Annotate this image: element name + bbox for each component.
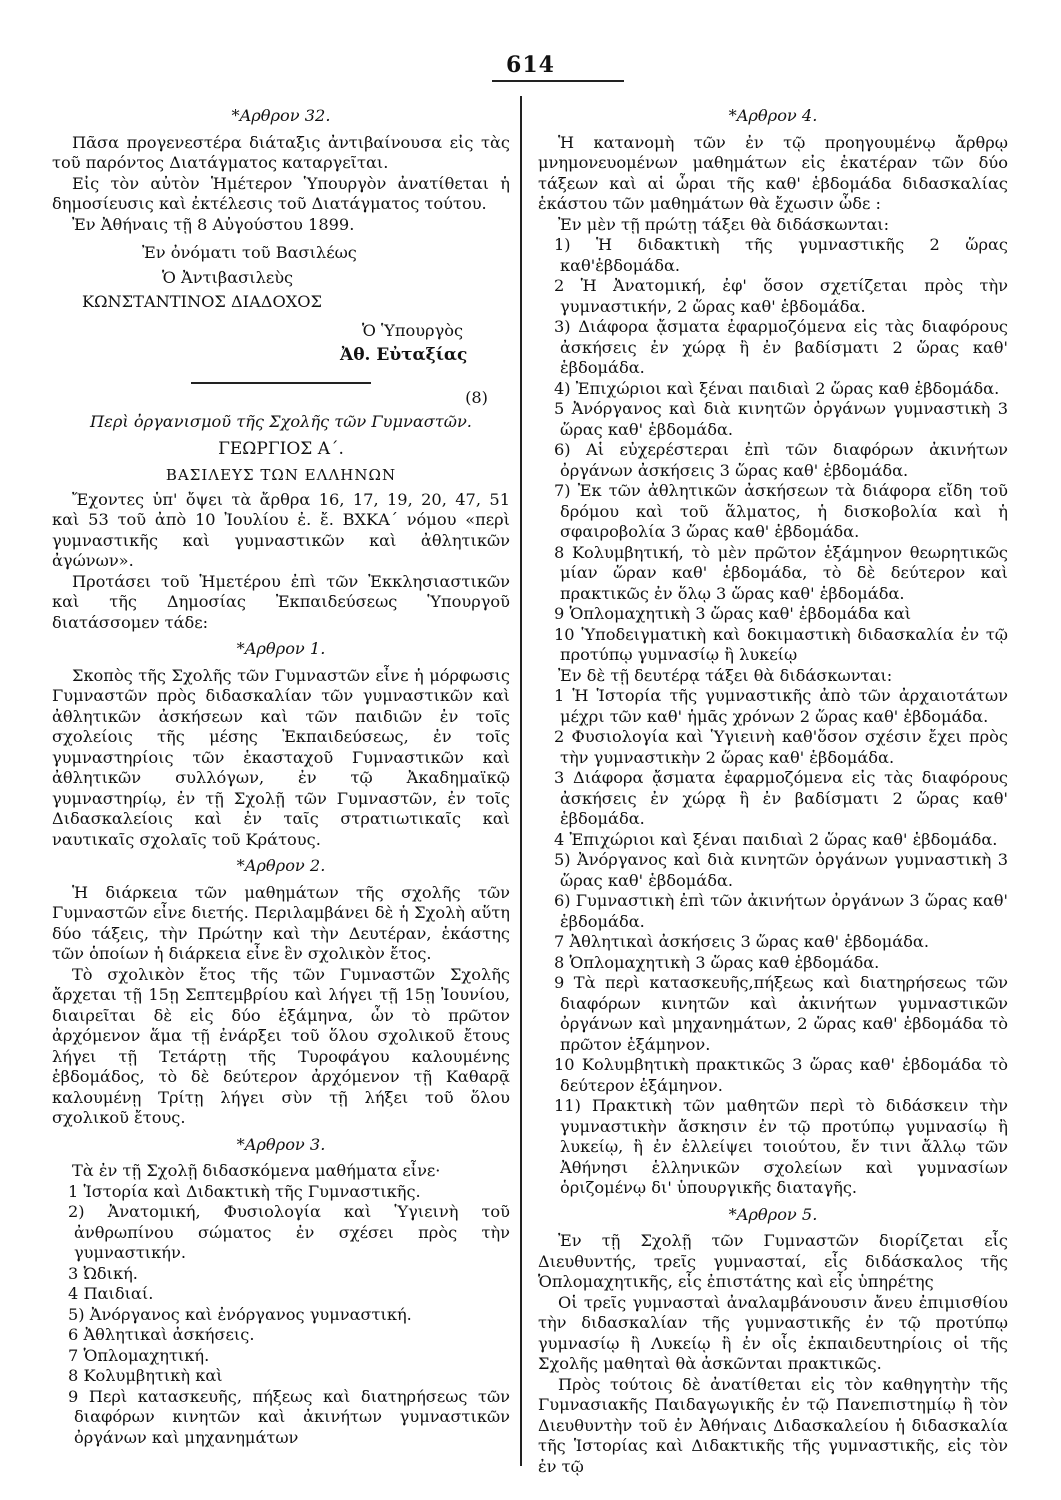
article-3-item-1: 1 Ἱστορία καὶ Διδακτικὴ τῆς Γυμναστικῆς.: [68, 1181, 421, 1201]
article-2-title: *Αρθρον 2.: [236, 856, 326, 875]
second-class-item-6: 6) Γυμναστικὴ ἐπὶ τῶν ἀκινήτων ὀργάνων 3 ὥρας καθ' ἑβδομάδα.: [554, 891, 1008, 931]
page-number: 614: [506, 52, 555, 78]
article-4-title: *Αρθρον 4.: [728, 106, 818, 125]
article-5-paragraph-1: Ἐν τῇ Σχολῇ τῶν Γυμναστῶν διορίζεται εἷς Διευθυντής, τρεῖς γυμνασταί, εἷς διδάσκαλος τῆς Ὁπλομαχητικῆς, εἷς ἐπιστάτης καὶ εἷς ὑπηρέτης: [538, 1231, 1008, 1291]
article-3-item-4: 4 Παιδιαί.: [68, 1284, 154, 1303]
article-1-paragraph: Σκοπὸς τῆς Σχολῆς τῶν Γυμναστῶν εἶνε ἡ μόρφωσις Γυμναστῶν πρὸς διδασκαλίαν τῶν γυμναστικῶν καὶ ἀθλητικῶν ἀσκήσεων καὶ τῶν παιδιῶν ἐν τοῖς σχολείοις τῆς μέσης Ἐκπαιδεύσεως, ἐν τοῖς γυμναστηρίοις τῶν ἑκασταχοῦ Γυμναστικῶν καὶ ἀθλητικῶν συλλόγων, ἐν τῷ Ἀκαδημαϊκῷ γυμναστηρίῳ, ἐν τῇ Σχολῇ τῶν Γυμναστῶν, ἐν τοῖς Διδασκαλείοις καὶ ἐν ταῖς στρατιωτικαῖς καὶ ναυτικαῖς σχολαῖς τοῦ Κράτους.: [52, 665, 510, 849]
signature-line-1: Ἐν ὀνόματι τοῦ Βασιλέως: [142, 243, 357, 262]
first-class-item-5: 5 Ἀνόργανος καὶ διὰ κινητῶν ὀργάνων γυμναστικὴ 3 ὥρας καθ' ἑβδομάδα.: [554, 399, 1008, 439]
article-3-item-6: 6 Ἀθλητικαὶ ἀσκήσεις.: [68, 1325, 255, 1344]
first-class-item-1: 1) Ἡ διδακτικὴ τῆς γυμναστικῆς 2 ὥρας καθ'ἑβδομάδα.: [554, 235, 1008, 275]
decree-heading: Περὶ ὀργανισμοῦ τῆς Σχολῆς τῶν Γυμναστῶν.: [90, 412, 472, 431]
second-class-item-1: 1 Ἡ Ἱστορία τῆς γυμναστικῆς ἀπὸ τῶν ἀρχαιοτάτων μέχρι τῶν καθ' ἡμᾶς χρόνων 2 ὥρας καθ' ἑβδομάδα.: [554, 686, 1008, 726]
article-3-item-5: 5) Ἀνόργανος καὶ ἐνόργανος γυμναστική.: [68, 1304, 412, 1324]
first-class-item-8: 8 Κολυμβητική, τὸ μὲν πρῶτον ἑξάμηνον θεωρητικῶς μίαν ὥραν καθ' ἑβδομάδα, τὸ δὲ δεύτερον καὶ πρακτικῶς ἐν ὅλῳ 3 ὥρας καθ' ἑβδομάδα.: [554, 542, 1008, 603]
first-class-item-7: 7) Ἐκ τῶν ἀθλητικῶν ἀσκήσεων τὰ διάφορα εἴδη τοῦ δρόμου καὶ τοῦ ἅλματος, ἡ δισκοβολία καὶ ἡ σφαιροβολία 3 ὥρας καθ' ἑβδομάδα.: [554, 481, 1008, 541]
left-column: [52, 100, 510, 1448]
first-class-item-10: 10 Ὑποδειγματικὴ καὶ δοκιμαστικὴ διδασκαλία ἐν τῷ προτύπῳ γυμνασίῳ ἢ λυκείῳ: [554, 624, 1008, 664]
second-class-item-2: 2 Φυσιολογία καὶ Ὑγιεινὴ καθ'ὅσον σχέσιν ἔχει πρὸς τὴν γυμναστικὴν 2 ὥρας καθ' ἑβδομάδα.: [554, 727, 1008, 767]
article-5-paragraph-2: Οἱ τρεῖς γυμνασταὶ ἀναλαμβάνουσιν ἄνευ ἐπιμισθίου τὴν διδασκαλίαν τῆς γυμναστικῆς ἐν τῷ προτύπῳ γυμνασίῳ ἢ Λυκείῳ ἢ ἐν οἷς ἐκπαιδευτηρίοις οἱ τῆς Σχολῆς μαθηταὶ θὰ ἀσκῶνται πρακτικῶς.: [538, 1292, 1008, 1373]
first-class-intro: Ἐν μὲν τῇ πρώτῃ τάξει θὰ διδάσκωνται:: [558, 214, 890, 234]
second-class-item-5: 5) Ἀνόργανος καὶ διὰ κινητῶν ὀργάνων γυμναστικὴ 3 ὥρας καθ' ἑβδομάδα.: [554, 850, 1008, 890]
king-name: ΓΕΩΡΓΙΟΣ Α΄.: [218, 438, 344, 459]
header-rule: [492, 80, 624, 82]
minister-title: Ὁ Ὑπουργὸς: [362, 320, 464, 340]
second-class-item-10: 10 Κολυμβητικὴ πρακτικῶς 3 ὥρας καθ' ἑβδομάδα τὸ δεύτερον ἑξάμηνον.: [554, 1055, 1008, 1095]
article-3-item-9: 9 Περὶ κατασκευῆς, πήξεως καὶ διατηρήσεως τῶν διαφόρων κινητῶν καὶ ἀκινήτων γυμναστικῶν ὀργάνων καὶ μηχανημάτων: [68, 1386, 510, 1447]
first-class-item-3: 3) Διάφορα ᾄσματα ἐφαρμοζόμενα εἰς τὰς διαφόρους ἀσκήσεις ἐν χώρᾳ ἢ ἐν βαδίσματι 2 ὥρας καθ' ἑβδομάδα.: [554, 317, 1008, 377]
second-class-item-9: 9 Τὰ περὶ κατασκευῆς,πήξεως καὶ διατηρήσεως τῶν διαφόρων κινητῶν καὶ ἀκινήτων γυμναστικῶν ὀργάνων καὶ μηχανημάτων, 2 ὥρας καθ' ἑβδομάδα τὸ πρῶτον ἑξάμηνον.: [554, 973, 1008, 1054]
column-divider: [520, 96, 522, 1466]
article-4-paragraph: Ἡ κατανομὴ τῶν ἐν τῷ προηγουμένῳ ἄρθρῳ μνημονευομένων μαθημάτων εἰς ἑκατέραν τῶν δύο τάξεων καὶ αἱ ὧραι τῆς καθ' ἑβδομάδα διδασκαλίας ἑκάστου τῶν μαθημάτων θὰ ἔχωσιν ὧδε :: [538, 132, 1008, 213]
second-class-intro: Ἐν δὲ τῇ δευτέρᾳ τάξει θὰ διδάσκωνται:: [558, 665, 893, 685]
article-3-title: *Αρθρον 3.: [236, 1134, 326, 1154]
king-title: ΒΑΣΙΛΕΥΣ ΤΩΝ ΕΛΛΗΝΩΝ: [165, 466, 397, 484]
right-column: [538, 100, 1008, 1477]
article-3-item-8: 8 Κολυμβητικὴ καὶ: [68, 1366, 223, 1385]
article-3-item-3: 3 Ὠδική.: [68, 1263, 138, 1283]
second-class-item-8: 8 Ὁπλομαχητικὴ 3 ὥρας καθ ἑβδομάδα.: [554, 952, 880, 972]
first-class-item-6: 6) Αἱ εὐχερέστεραι ἐπὶ τῶν διαφόρων ἀκινήτων ὀργάνων ἀσκήσεις 3 ὥρας καθ' ἑβδομάδα.: [554, 440, 1008, 480]
signature-line-3: ΚΩΝΣΤΑΝΤΙΝΟΣ ΔΙΑΔΟΧΟΣ: [82, 292, 322, 311]
article-3-item-2: 2) Ἀνατομική, Φυσιολογία καὶ Ὑγιεινὴ τοῦ ἀνθρωπίνου σώματος ἐν σχέσει πρὸς τὴν γυμναστικήν.: [68, 1202, 510, 1262]
article-2-paragraph-2: Τὸ σχολικὸν ἔτος τῆς τῶν Γυμναστῶν Σχολῆς ἄρχεται τῇ 15ῃ Σεπτεμβρίου καὶ λήγει τῇ 15ῃ Ἰουνίου, διαιρεῖται δὲ εἰς δύο ἑξάμηνα, ὧν τὸ πρῶτον ἀρχόμενον ἅμα τῇ ἐνάρξει τοῦ ὅλου σχολικοῦ ἔτους λήγει τῇ Τετάρτῃ τῆς Τυροφάγου καλουμένης ἑβδομάδος, τὸ δὲ δεύτερον ἀρχόμενον τῇ Καθαρᾷ καλουμένῃ Τρίτῃ λήγει σὺν τῇ λήξει τοῦ ὅλου σχολικοῦ ἔτους.: [52, 964, 510, 1127]
first-class-item-2: 2 Ἡ Ἀνατομική, ἐφ' ὅσον σχετίζεται πρὸς τὴν γυμναστικήν, 2 ὥρας καθ' ἑβδομάδα.: [554, 276, 1008, 316]
article-3-intro: Τὰ ἐν τῇ Σχολῇ διδασκόμενα μαθήματα εἶνε·: [72, 1161, 441, 1180]
second-class-item-3: 3 Διάφορα ᾄσματα ἐφαρμοζόμενα εἰς τὰς διαφόρους ἀσκήσεις ἐν χώρᾳ ἢ ἐν βαδίσματι 2 ὥρας καθ' ἑβδομάδα.: [554, 768, 1008, 828]
place-date: Ἐν Ἀθήναις τῇ 8 Αὐγούστου 1899.: [72, 214, 355, 234]
article-1-title: *Αρθρον 1.: [236, 639, 326, 658]
preamble-1: Ἔχοντες ὑπ' ὄψει τὰ ἄρθρα 16, 17, 19, 20, 47, 51 καὶ 53 τοῦ ἀπὸ 10 Ἰουλίου ἐ. ἔ. ΒΧΚΑ΄ νόμου «περὶ γυμναστικῆς καὶ γυμναστικῶν καὶ ἀθλητικῶν ἀγώνων».: [52, 489, 510, 570]
first-class-item-9: 9 Ὁπλομαχητικὴ 3 ὥρας καθ' ἑβδομάδα καὶ: [554, 604, 912, 623]
second-class-item-11: 11) Πρακτικὴ τῶν μαθητῶν περὶ τὸ διδάσκειν τὴν γυμναστικὴν ἄσκησιν ἐν τῷ προτύπῳ γυμνασίῳ ἢ λυκείῳ, ἢ ἐν ἐλλείψει τοιούτου, ἔν τινι ἄλλῳ τῶν Ἀθήνησι ἑλληνικῶν σχολείων καὶ γυμνασίων ὁριζομένῳ δι' ὑπουργικῆς διαταγῆς.: [554, 1096, 1008, 1197]
second-class-item-7: 7 Ἀθλητικαὶ ἀσκήσεις 3 ὥρας καθ' ἑβδομάδα.: [554, 932, 929, 951]
article-3-item-7: 7 Ὁπλομαχητική.: [68, 1345, 210, 1365]
article-32-paragraph-2: Εἰς τὸν αὐτὸν Ἡμέτερον Ὑπουργὸν ἀνατίθεται ἡ δημοσίευσις καὶ ἐκτέλεσις τοῦ Διατάγματος τούτου.: [52, 173, 510, 213]
article-2-paragraph-1: Ἡ διάρκεια τῶν μαθημάτων τῆς σχολῆς τῶν Γυμναστῶν εἶνε διετής. Περιλαμβάνει δὲ ἡ Σχολὴ αὕτη δύο τάξεις, τὴν Πρώτην καὶ τὴν Δευτέραν, ἑκάστης τῶν ὁποίων ἡ διάρκεια εἶνε ἓν σχολικὸν ἔτος.: [52, 882, 510, 963]
first-class-item-4: 4) Ἐπιχώριοι καὶ ξέναι παιδιαὶ 2 ὥρας καθ ἑβδομάδα.: [554, 378, 1000, 398]
minister-name: Ἀθ. Εὐταξίας: [340, 345, 468, 365]
footnote-reference: (8): [465, 387, 488, 407]
article-5-paragraph-3: Πρὸς τούτοις δὲ ἀνατίθεται εἰς τὸν καθηγητὴν τῆς Γυμνασιακῆς Παιδαγωγικῆς ἐν τῷ Πανεπιστημίῳ ἢ τὸν Διευθυντὴν τοῦ ἐν Ἀθήναις Διδασκαλείου ἡ διδασκαλία τῆς Ἱστορίας καὶ Διδακτικῆς τῆς γυμναστικῆς, εἰς τὸν ἐν τῷ: [538, 1374, 1008, 1476]
preamble-2: Προτάσει τοῦ Ἡμετέρου ἐπὶ τῶν Ἐκκλησιαστικῶν καὶ τῆς Δημοσίας Ἐκπαιδεύσεως Ὑπουργοῦ διατάσσομεν τάδε:: [52, 571, 510, 632]
section-rule: [191, 382, 371, 384]
article-32-title: *Αρθρον 32.: [231, 106, 331, 125]
signature-line-2: Ὁ Ἀντιβασιλεὺς: [162, 267, 294, 287]
article-32-paragraph-1: Πᾶσα προγενεστέρα διάταξις ἀντιβαίνουσα εἰς τὰς τοῦ παρόντος Διατάγματος καταργεῖται.: [52, 132, 510, 172]
second-class-item-4: 4 Ἐπιχώριοι καὶ ξέναι παιδιαὶ 2 ὥρας καθ' ἑβδομάδα.: [554, 829, 998, 849]
article-5-title: *Αρθρον 5.: [728, 1204, 818, 1224]
